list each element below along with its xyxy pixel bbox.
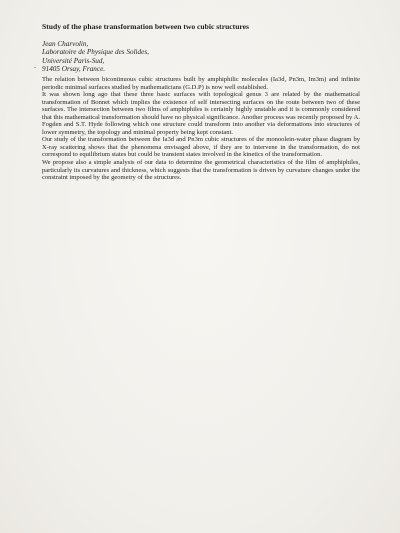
university-name: Université Paris-Sud, [42, 56, 105, 65]
laboratory-name: Laboratoire de Physique des Solides, [42, 48, 149, 57]
paragraph-2: It was shown long ago that these three basic surfaces with topological genus 3 are related by the mathematical transformation of Bonnet which implies the existence of self intersecting surfaces on the route between two of these surfaces. The intersection between two films of amphiphiles is certainly highly unstable and it is commonly considered that this mathematical transformation should have no physical significance. Another process was recently proposed by A. Fogden and S.T. Hyde following which one structure could transform into another via deformations into structures of lower symmetry, the topology and minimal property being kept constant. [42, 91, 360, 136]
margin-mark: - [34, 63, 37, 71]
author-name: Jean Charvolin, [42, 40, 89, 48]
paragraph-1: The relation between bicontinuous cubic structures built by amphiphilic molecules (Ia3d, Pn3m, Im3m) and infinite periodic minimal surfaces studied by mathematicians (G.D.P) is now well established. [42, 76, 360, 91]
author-affiliation [42, 40, 342, 74]
city-address: 91405 Orsay, France. [42, 65, 106, 74]
paragraph-3: Our study of the transformation between the Ia3d and Pn3m cubic structures of the monoolein-water phase diagram by X-ray scattering shows that the phenomena envisaged above, if they are to intervene in the transformation, do not correspond to equilibrium states but could be transient states involved in the kinetics of the transformation. [42, 136, 360, 159]
abstract-body [42, 76, 360, 182]
abstract-title: Study of the phase transformation between two cubic structures [42, 22, 249, 31]
paragraph-4: We propose also a simple analysis of our data to determine the geometrical characteristics of the film of amphiphiles, particularly its curvatures and thickness, which suggests that the transformation is driven by curvature changes under the constraint imposed by the geometry of the structures. [42, 159, 360, 182]
